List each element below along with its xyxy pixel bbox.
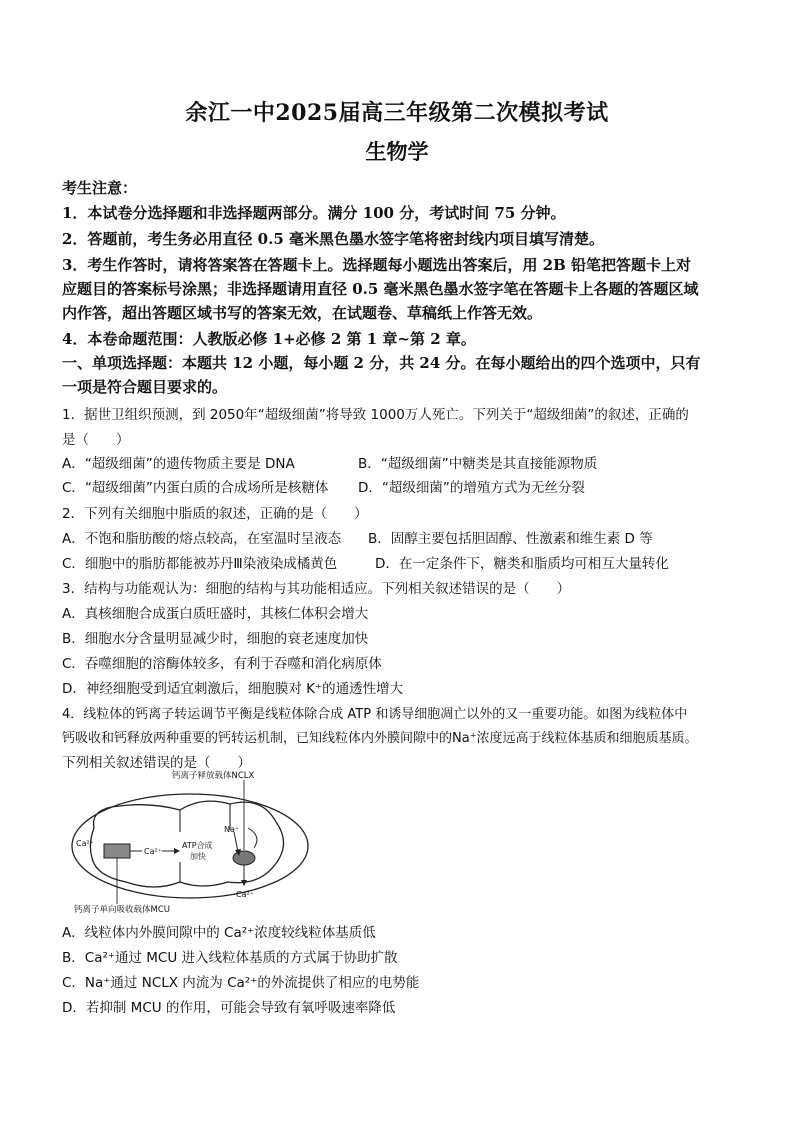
na-label: Na⁺ bbox=[224, 825, 240, 834]
exam-subject: 生物学 bbox=[365, 139, 429, 164]
q1-option-d: D．“超级细菌”的增殖方式为无丝分裂 bbox=[358, 480, 585, 496]
note-3-line-3: 内作答，超出答题区域书写的答案无效，在试题卷、草稿纸上作答无效。 bbox=[62, 304, 543, 322]
q4-stem-line-1: 4．线粒体的钙离子转运调节平衡是线粒体除合成 ATP 和诱导细胞凋亡以外的又一重要功能。如图为线粒体中 bbox=[62, 707, 688, 722]
ca-outer-label: Ca²⁺ bbox=[76, 839, 94, 848]
q4-option-b: B．Ca²⁺通过 MCU 进入线粒体基质的方式属于协助扩散 bbox=[62, 950, 398, 966]
notes-heading: 考生注意： bbox=[62, 179, 138, 197]
q1-stem-line-1: 1．据世卫组织预测，到 2050年“超级细菌”将导致 1000万人死亡。下列关于“超级细菌”的叙述，正确的 bbox=[62, 407, 689, 423]
q4-option-c: C．Na⁺通过 NCLX 内流为 Ca²⁺的外流提供了相应的电势能 bbox=[62, 975, 420, 991]
note-2: 2．答题前，考生务必用直径 0.5 毫米黑色墨水签字笔将密封线内项目填写清楚。 bbox=[62, 230, 604, 248]
q3-option-d: D．神经细胞受到适宜刺激后，细胞膜对 K⁺的通透性增大 bbox=[62, 681, 404, 697]
q2-stem: 2．下列有关细胞中脂质的叙述，正确的是（ ） bbox=[62, 506, 368, 522]
q3-option-a: A．真核细胞合成蛋白质旺盛时，其核仁体积会增大 bbox=[62, 606, 369, 622]
note-1: 1．本试卷分选择题和非选择题两部分。满分 100 分，考试时间 75 分钟。 bbox=[62, 204, 566, 222]
mcu-channel bbox=[104, 844, 130, 858]
note-3-line-2: 应题目的答案标号涂黑；非选择题请用直径 0.5 毫米黑色墨水签字笔在答题卡上各题的答题区域 bbox=[62, 280, 699, 298]
nclx-label: 钙离子释放载体NCLX bbox=[172, 771, 255, 781]
note-4: 4．本卷命题范围：人教版必修 1+必修 2 第 1 章~第 2 章。 bbox=[62, 330, 476, 348]
nclx-transporter bbox=[233, 851, 255, 865]
mcu-label: 钙离子单向吸收载体MCU bbox=[74, 905, 170, 915]
q3-option-b: B．细胞水分含量明显减少时，细胞的衰老速度加快 bbox=[62, 631, 369, 647]
q4-option-d: D．若抑制 MCU 的作用，可能会导致有氧呼吸速率降低 bbox=[62, 1000, 396, 1016]
q4-stem-line-2: 钙吸收和钙释放两种重要的钙转运机制，已知线粒体内外膜间隙中的Na⁺浓度远高于线粒体基质和细胞质基质。 bbox=[62, 731, 698, 746]
q1-option-c: C．“超级细菌”内蛋白质的合成场所是核糖体 bbox=[62, 480, 329, 496]
exam-title: 余江一中2025届高三年级第二次模拟考试 bbox=[185, 100, 609, 126]
ca-out-label: Ca²⁺ bbox=[236, 890, 254, 899]
q2-option-d: D．在一定条件下，糖类和脂质均可相互大量转化 bbox=[375, 556, 669, 572]
atp-label-line-1: ATP合成 bbox=[182, 841, 213, 850]
q4-stem-line-3: 下列相关叙述错误的是（ ） bbox=[62, 755, 251, 771]
ca-matrix-label: Ca²⁺ bbox=[144, 847, 162, 856]
q3-option-c: C．吞噬细胞的溶酶体较多，有利于吞噬和消化病原体 bbox=[62, 656, 382, 672]
mitochondrion-diagram bbox=[62, 766, 312, 916]
section-heading-line-2: 一项是符合题目要求的。 bbox=[62, 378, 228, 396]
note-3-line-1: 3．考生作答时，请将答案答在答题卡上。选择题每小题选出答案后，用 2B 铅笔把答题卡上对 bbox=[62, 256, 692, 274]
atp-label-line-2: 加快 bbox=[190, 852, 206, 861]
q1-option-a: A．“超级细菌”的遗传物质主要是 DNA bbox=[62, 456, 295, 472]
q4-option-a: A．线粒体内外膜间隙中的 Ca²⁺浓度较线粒体基质低 bbox=[62, 925, 376, 941]
q2-option-a: A．不饱和脂肪酸的熔点较高，在室温时呈液态 bbox=[62, 531, 342, 547]
q2-option-b: B．固醇主要包括胆固醇、性激素和维生素 D 等 bbox=[368, 531, 653, 547]
q2-option-c: C．细胞中的脂肪都能被苏丹Ⅲ染液染成橘黄色 bbox=[62, 556, 338, 572]
q1-option-b: B．“超级细菌”中糖类是其直接能源物质 bbox=[358, 456, 598, 472]
q3-stem: 3．结构与功能观认为：细胞的结构与其功能相适应。下列相关叙述错误的是（ ） bbox=[62, 581, 571, 597]
section-heading-line-1: 一、单项选择题：本题共 12 小题，每小题 2 分，共 24 分。在每小题给出的四个选项中，只有 bbox=[62, 354, 701, 372]
q1-stem-line-2: 是（ ） bbox=[62, 432, 130, 448]
